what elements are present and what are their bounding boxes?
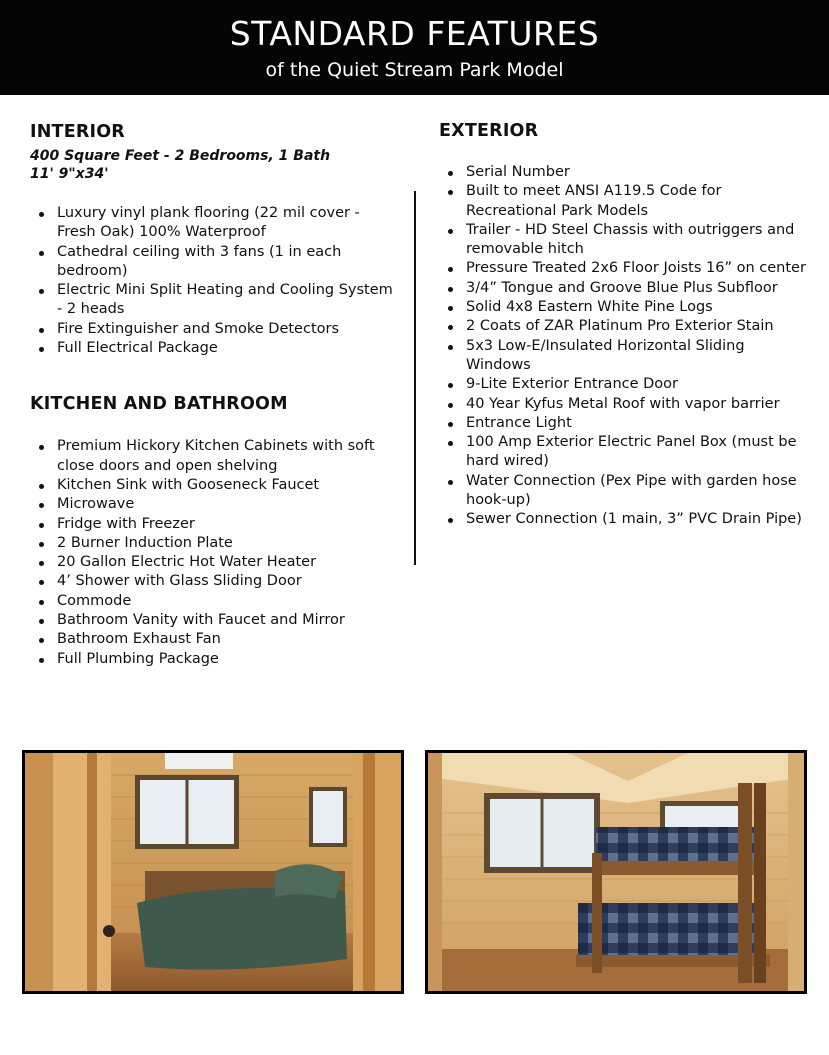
page-subtitle: of the Quiet Stream Park Model: [265, 59, 564, 81]
feature-list-item: Premium Hickory Kitchen Cabinets with soft close doors and open shelving: [30, 437, 400, 476]
feature-list-item: Fire Extinguisher and Smoke Detectors: [30, 320, 400, 339]
left-column: [30, 122, 400, 669]
feature-list-item: Solid 4x8 Eastern White Pine Logs: [439, 298, 809, 317]
feature-list-item: Pressure Treated 2x6 Floor Joists 16” on center: [439, 259, 809, 278]
interior-dimensions-line: 11' 9"x34': [30, 166, 109, 182]
page-title: STANDARD FEATURES: [229, 14, 600, 53]
feature-list-item: Luxury vinyl plank flooring (22 mil cover - Fresh Oak) 100% Waterproof: [30, 204, 400, 243]
feature-list-item: Commode: [30, 592, 400, 611]
page-header: [0, 0, 829, 95]
bedroom-photo-bunk-bed-image: [428, 753, 804, 991]
feature-list-item: Water Connection (Pex Pipe with garden hose hook-up): [439, 472, 809, 511]
feature-list-item: 2 Coats of ZAR Platinum Pro Exterior Stain: [439, 317, 809, 336]
interior-feature-list: [30, 204, 400, 358]
feature-list-item: Microwave: [30, 495, 400, 514]
bedroom-photo-bunk-bed: [425, 750, 807, 994]
feature-list-item: Fridge with Freezer: [30, 515, 400, 534]
feature-list-item: Bathroom Vanity with Faucet and Mirror: [30, 611, 400, 630]
feature-list-item: Full Electrical Package: [30, 339, 400, 358]
feature-list-item: Full Plumbing Package: [30, 650, 400, 669]
feature-list-item: 20 Gallon Electric Hot Water Heater: [30, 553, 400, 572]
feature-list-item: 9-Lite Exterior Entrance Door: [439, 375, 809, 394]
column-divider: [414, 191, 416, 565]
right-column: [439, 121, 809, 530]
feature-list-item: Sewer Connection (1 main, 3” PVC Drain Pipe): [439, 510, 809, 529]
feature-list-item: 2 Burner Induction Plate: [30, 534, 400, 553]
interior-size-line: 400 Square Feet - 2 Bedrooms, 1 Bath: [30, 148, 331, 164]
interior-heading: INTERIOR: [30, 122, 125, 142]
kitchen-bathroom-heading: KITCHEN AND BATHROOM: [30, 394, 288, 415]
feature-list-item: Cathedral ceiling with 3 fans (1 in each bedroom): [30, 243, 400, 282]
bedroom-photo-queen-bed: [22, 750, 404, 994]
feature-list-item: Trailer - HD Steel Chassis with outriggers and removable hitch: [439, 221, 809, 260]
feature-list-item: 4’ Shower with Glass Sliding Door: [30, 572, 400, 591]
feature-list-item: 3/4” Tongue and Groove Blue Plus Subfloor: [439, 279, 809, 298]
feature-list-item: Entrance Light: [439, 414, 809, 433]
feature-list-item: Kitchen Sink with Gooseneck Faucet: [30, 476, 400, 495]
feature-list-item: Serial Number: [439, 163, 809, 182]
feature-list-item: Built to meet ANSI A119.5 Code for Recreational Park Models: [439, 182, 809, 221]
exterior-feature-list: [439, 163, 809, 530]
feature-list-item: Bathroom Exhaust Fan: [30, 630, 400, 649]
exterior-heading: EXTERIOR: [439, 121, 539, 141]
kitchen-bathroom-feature-list: [30, 437, 400, 669]
feature-list-item: 40 Year Kyfus Metal Roof with vapor barrier: [439, 395, 809, 414]
feature-list-item: 5x3 Low-E/Insulated Horizontal Sliding Windows: [439, 337, 809, 376]
feature-list-item: Electric Mini Split Heating and Cooling System - 2 heads: [30, 281, 400, 320]
bedroom-photo-queen-bed-image: [25, 753, 401, 991]
feature-list-item: 100 Amp Exterior Electric Panel Box (must be hard wired): [439, 433, 809, 472]
